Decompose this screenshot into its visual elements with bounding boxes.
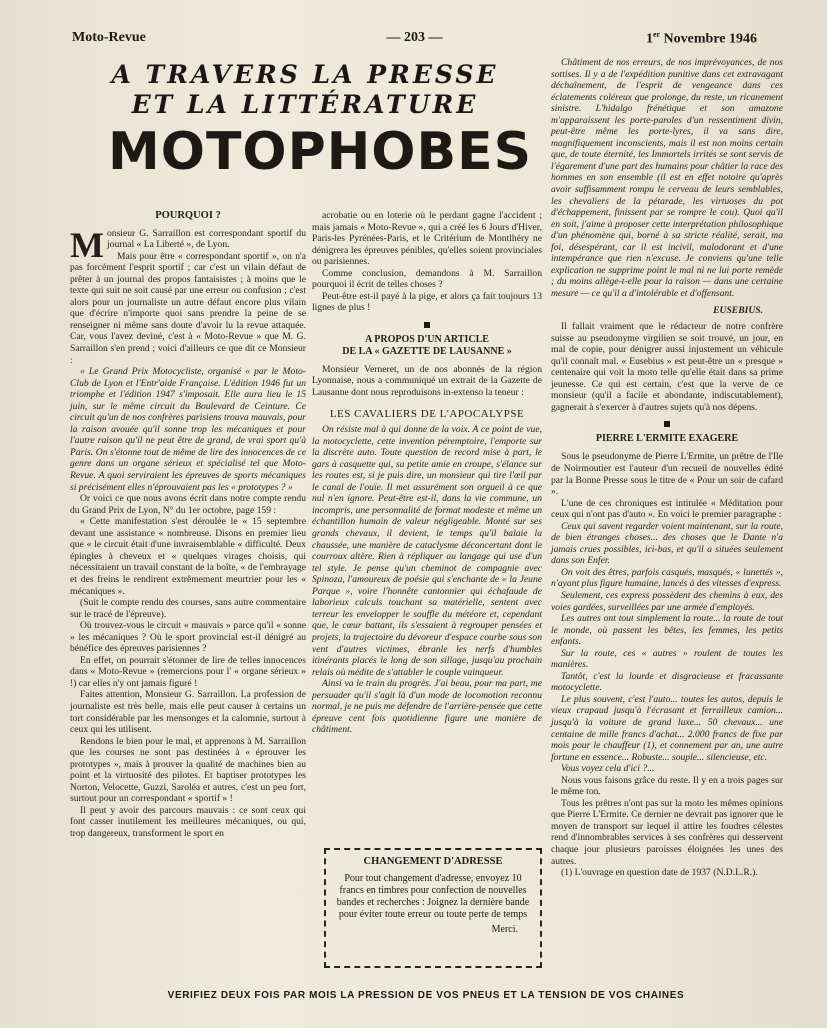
quoted-paragraph: Tantôt, c'est la lourde et disgracieuse et fracassante motocyclette. — [551, 670, 783, 694]
quoted-paragraph: Châtiment de nos erreurs, de nos imprévoyances, de nos sottises. Il y a de l'expédition punitive dans cet extravagant déchaînement, de l'esprit de vengeance dans ces éclatements coléreux que prolonge, du reste, un ricanement sinistre. L'hidalgo frénétique et son amazone m'apparaissent les porte-paroles d'un ressentiment divin, peut-être même les porte-lyres, il va sans dire, magnifiquement inconscients, mais il est non moins certain que, de toute éternité, les Immortels irrités se sont servis de l'égarement d'une part des humains pour châtier la race des hommes en son ensemble (il est en effet notoire qu'après avoir suffisamment rompu le cerveau de leurs semblables, les chevaliers de la pétarade, les virtuoses du pot d'échappement, finissent par se rompre le cou). Quoi qu'il en soit, j'aime à proposer cette interprétation philosophique d'un phénomène qui, borné à sa stricte réalité, serait, ma foi, désespérant, car il est incivil, malodorant et d'une intempérance que rien n'excuse. Je conviens qu'une telle explication ne supprime point le mal ni ne lui porte remède ; du moins allège-t-elle pour la raison — dans une certaine mesure — ce qu'il a d'intolérable et d'offensant. — [551, 57, 783, 299]
paragraph: Il fallait vraiment que le rédacteur de notre confrère suisse au pseudonyme virgilien se soit trouvé, un jour, en mal de copie, pour dénigrer aussi injustement un véhicule qu'il connaît mal. « Eusebius » est peut-être un « presque » centenaire qui voit la moto telle qu'elle était dans sa prime jeunesse. Ce qui est certain, c'est que la verve de ce monsieur (qu'il a facile et abondante, indiscutablement), gagnerait à s'exercer à d'autres sujets qu'à nos dépens. — [551, 321, 783, 413]
quoted-paragraph: Vous voyez cela d'ici ?... — [561, 763, 655, 775]
page-number: — 203 — — [386, 30, 443, 45]
quoted-paragraph: « Cette manifestation s'est déroulée le « 15 septembre devant une assistance « nombreuse. Disons en premier lieu que « le circuit était d'une invraisemblable « difficulté. Deux épingles à cheveux et « quelques virages choisis, qui nécessitaient un travail constant de la boîte, « de l'embrayage et des freins le rendirent extrêmement meurtrier pour les « mécaniques ». — [70, 516, 306, 597]
quoted-paragraph: Seulement, ces express possèdent des chemins à eux, des voies gardées, surveillées par une armée d'employés. — [551, 589, 783, 613]
section-heading-pierre-ermite: PIERRE L'ERMITE EXAGERE — [595, 433, 739, 445]
section-heading-gazette-line1: A PROPOS D'UN ARTICLE — [365, 333, 489, 345]
paragraph: onsieur G. Sarraillon est correspondant sportif du journal « La Liberté », de Lyon. — [106, 227, 306, 251]
magazine-name: Moto-Revue — [72, 30, 146, 45]
paragraph: En effet, on pourrait s'étonner de lire de telles innocences dans « Moto-Revue » (remercions pour l' « organe sérieux » !) car elles n'y ont jamais figuré ! — [70, 654, 306, 689]
section-separator — [424, 322, 430, 328]
paragraph: acrobatie ou en loterie où le perdant gagne l'accident ; mais jamais « Moto-Revue », qui a créé les 6 Jours d'Hiver, Paris-les Pyrénées-Paris, et le Critérium de Montlhéry ne dénigrera les épreuves pénibles, qu'elles soient provinciales ou parisiennes. — [312, 210, 542, 268]
article-title-line2: ET LA LITTÉRATURE — [131, 90, 479, 119]
section-separator — [664, 421, 670, 427]
paragraph: Nous vous faisons grâce du reste. Il y en a trois pages sur le même ton. — [551, 774, 783, 798]
change-of-address-box — [324, 848, 542, 968]
footnote: (1) L'ouvrage en question date de 1937 (N.D.L.R.). — [561, 867, 758, 879]
quoted-paragraph: Les autres ont tout simplement la route... la route de tout le monde, où passent les bêtes, les femmes, les petits enfants. — [551, 613, 783, 648]
issue-date — [646, 30, 757, 48]
section-heading-gazette-line2: DE LA « GAZETTE DE LAUSANNE » — [342, 345, 512, 357]
paragraph: Or voici ce que nous avons écrit dans notre compte rendu du Grand Prix de Lyon, N° du 1er octobre, page 159 : — [70, 493, 306, 516]
issue-date-suffix: er — [652, 30, 661, 39]
paragraph: Où trouvez-vous le circuit « mauvais » parce qu'il « sonne » les mécaniques ? Où le sport provincial est-il dénigré au bénéfice des épreuves parisiennes ? — [70, 620, 306, 655]
signature: EUSEBIUS. — [713, 305, 763, 317]
page-footer-slogan: VERIFIEZ DEUX FOIS PAR MOIS LA PRESSION DE VOS PNEUS ET LA TENSION DE VOS CHAINES — [167, 990, 685, 1001]
issue-date-day: 1 — [645, 31, 653, 47]
paragraph: Faites attention, Monsieur G. Sarraillon. La profession de journaliste est très belle, mais elle peut causer à certains un tort considérable par les mensonges et la calomnie, surtout à ceux qui les utilisent. — [70, 689, 306, 736]
quoted-paragraph: Le plus souvent, c'est l'auto... toutes les autos, depuis le vieux crapaud jusqu'à l'écrasant et ferrailleux camion... jusqu'à la voiture de grand luxe... 50 chevaux... une centaine de mille francs d'achat... 2.000 francs de fixe par mois pour le chauffeur (1), et connement par an, une autre fortune en essence... Robuste... souple... silencieuse, etc. — [551, 693, 783, 763]
drop-cap: M — [70, 224, 104, 265]
column-1 — [70, 210, 306, 840]
dropcap-paragraph — [70, 224, 306, 265]
box-heading: CHANGEMENT D'ADRESSE — [363, 856, 503, 867]
paragraph: Mais pour être « correspondant sportif », on n'a pas forcément l'esprit sportif ; car c'est un vilain défaut de prêter à un journal des propos fantaisistes ; à moins que le texte qui suit ne soit causé par une erreur ou confusion ; c'est alors pour un journaliste un autre défaut encore plus vilain que d'écrire n'importe quoi sans prendre la peine de se renseigner ni même sans doute d'avoir lu la revue attaquée. Car, vous l'avez deviné, c'est à « Moto-Revue » que M. G. Sarraillon s'en prend ; voici d'ailleurs ce que dit ce Monsieur : — [70, 250, 306, 366]
quoted-paragraph: Sur la route, ces « autres » roulent de toutes les manières. — [551, 647, 783, 671]
paragraph: Comme conclusion, demandons à M. Sarraillon pourquoi il écrit de telles choses ? — [312, 267, 542, 291]
article-title-line1: A TRAVERS LA PRESSE — [111, 60, 499, 89]
paragraph: Tous les prêtres n'ont pas sur la moto les mêmes opinions que Pierre L'Ermite. Ce dernier ne devrait pas ignorer que le moyen de transport sur lequel il attire les foudres célestes rend d'innombrables services à ses confrères qui desservent chaque jour plusieurs paroisses éloignées les unes des autres. — [551, 797, 783, 867]
paragraph: (Suit le compte rendu des courses, sans autre commentaire sur le tracé de l'épreuve). — [70, 597, 306, 620]
column-2 — [312, 210, 542, 736]
subheading-cavaliers: LES CAVALIERS DE L'APOCALYPSE — [329, 407, 525, 420]
paragraph: Monsieur Verneret, un de nos abonnés de la région Lyonnaise, nous a communiqué un extrait de la Gazette de Lausanne dont nous reproduisons in-extenso la teneur : — [312, 363, 542, 399]
quoted-paragraph: « Le Grand Prix Motocycliste, organisé « par le Moto-Club de Lyon et l'Entr'aide Française. L'édition 1946 fut un triomphe et l'édition 1947 s'imposait. Elle aura lieu le 15 juin, sur le même circuit du Boulevard de Ceinture. Ce circuit qu'un de nos confrères parisiens trouva mauvais, pour la raison avouée qu'il sonne trop les mécaniques et pour l'autre raison qu'il ne peut être de grand, de vrai sport qu'à Paris. On s'étonne tout de même de lire des innocences de ce genre dans un organe sérieux et spécialisé tel que Moto-Revue. A quoi serviraient les épreuves de sports mécaniques si précisément elles n'éprouvaient pas les « prototypes ? » — [70, 366, 306, 493]
paragraph: L'une de ces chroniques est intitulée « Méditation pour ceux qui n'ont pas d'auto ». En voici le premier paragraphe : — [551, 497, 783, 521]
issue-date-month-year: Novembre 1946 — [660, 31, 757, 47]
quoted-paragraph: On résiste mal à qui donne de la voix. A ce point de vue, la motocyclette, cette invention péremptoire, l'emporte sur la discrète auto. Toute question de record mise à part, le gars à casquette qui, sa petite amie en croupe, s'élance sur les routes est, si je puis dire, un monsieur qui tire l'œil par le canal de l'ouïe. Il met assurément son orgueil à ce que nul n'en ignore. Peut-être est-il, dans la vie commune, un incompris, une personnalité de format modeste et même un échantillon humain de valeur négligeable. Monté sur ses grands chevaux, il devient, le temps qu'il balaie la chaussée, une manière de cataclysme déconcertant dont le courroux altère. Rien à répliquer au langage qui use d'un tel style. Je pense qu'un cheminot de compagnie avec Spinoza, l'amoureux de poésie qui s'enchante de « la Jeune Parque », voire l'honnête cantonnier qui échafaude de laborieux calculs touchant sa matérielle, sentent avec terreur les envelopper le souffle du météore et, cependant que, le cœur battant, ils s'essaient à regrouper pensées et projets, la trajectoire du dévoreur d'espace courbe sous son vent d'autres victimes, ébranle les nerfs d'humbles itinérants placés le long de son sillage, jusqu'au prochain relais où médite de s'attabler le couple vainqueur. — [312, 424, 542, 678]
quoted-paragraph: Ainsi va le train du progrès. J'ai beau, pour ma part, me persuader qu'il s'agit là d'un mode de locomotion reconnu normal, je ne puis me défendre de l'arrière-pensée que cette épreuve cent fois quotidienne figure une manière de châtiment. — [312, 678, 542, 736]
box-text: Pour tout changement d'adresse, envoyez 10 francs en timbres pour confection de nouvelles bandes et recherches : Joignez la dernière bande pour éviter toute erreur ou toute perte de temps — [336, 873, 530, 920]
column-3 — [551, 57, 783, 879]
paragraph: Rendons le bien pour le mal, et apprenons à M. Sarraillon que les courses ne sont pas destinées à « éprouver les prototypes », mais à prouver la qualité de machines bien au point et la virtuosité des pilotes. Et baptiser prototypes les Norton, Velocette, Guzzi, Saroléa et autres, c'est un peu fort, surtout pour un correspondant « sportif » ! — [70, 735, 306, 805]
quoted-paragraph: On voit des êtres, parfois casqués, masqués, « lunettés », n'ayant plus figure humaine, lancés à des vitesses d'express. — [551, 566, 783, 590]
box-sign: Merci. — [491, 924, 518, 935]
page-header — [72, 30, 757, 50]
paragraph: Peut-être est-il payé à la pige, et alors ça fait toujours 13 lignes de plus ! — [312, 290, 542, 314]
section-heading-pourquoi: POURQUOI ? — [155, 210, 221, 221]
article-main-title: MOTOPHOBES — [108, 122, 533, 182]
paragraph: Il peut y avoir des parcours mauvais : ce sont ceux qui font casser inutilement les meilleures mécaniques, ou qui, trop dangereux, transforment le sport en — [70, 804, 306, 839]
quoted-paragraph: Ceux qui savent regarder voient maintenant, sur la route, de bien étranges choses... des choses que le Dante n'a jamais crues possibles, ici-bas, et qu'il a situées seulement dans son Enfer. — [551, 520, 783, 567]
paragraph: Sous le pseudonyme de Pierre L'Ermite, un prêtre de l'Ile de Noirmoutier est l'auteur d'un recueil de nouvelles édité par la Bonne Presse sous le titre de « Pour un soir de cafard ». — [551, 451, 783, 498]
